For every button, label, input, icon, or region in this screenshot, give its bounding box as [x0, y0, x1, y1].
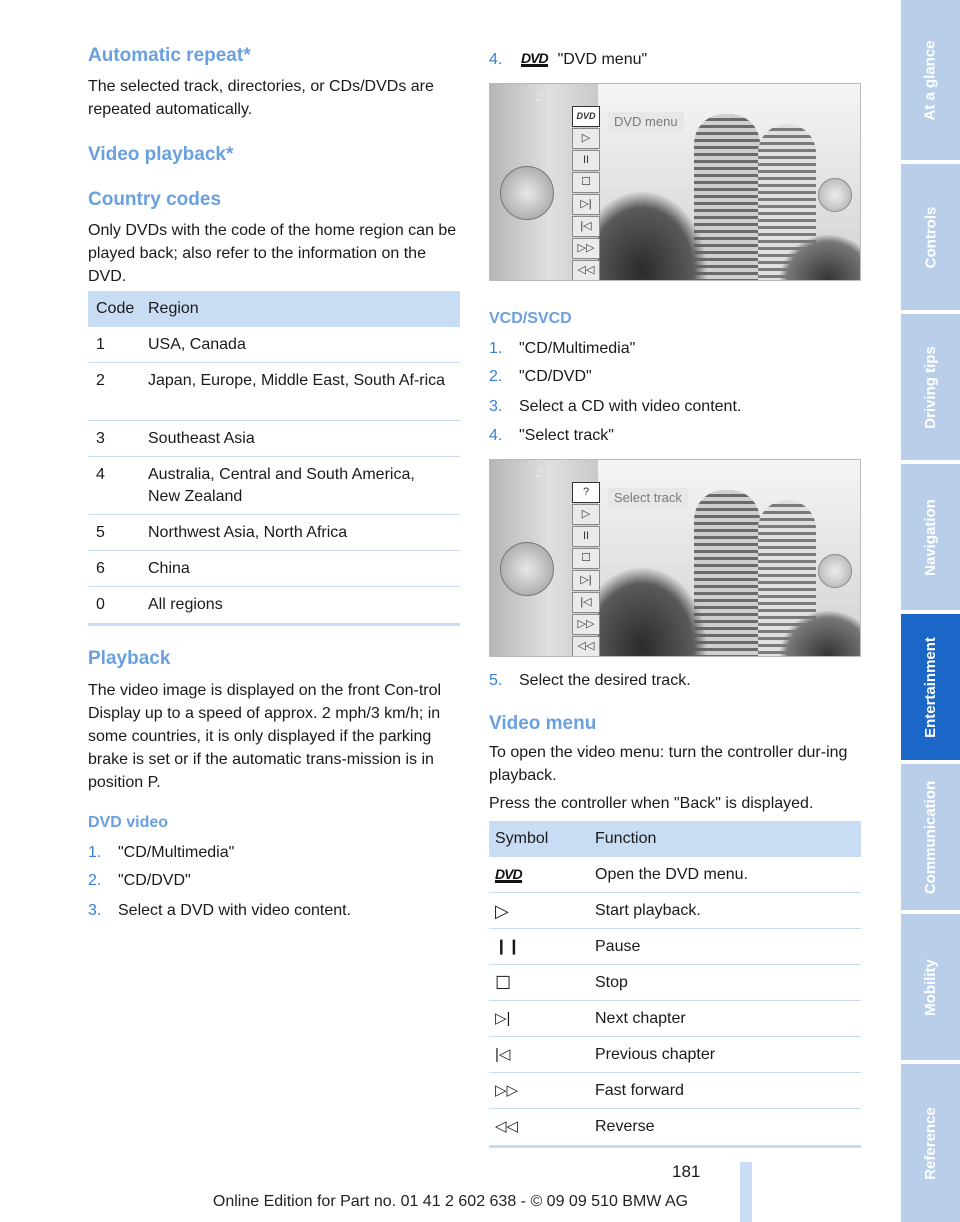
region-code: 3	[96, 430, 105, 447]
symbol-table	[489, 821, 861, 1148]
previous-chapter-icon: |◁	[495, 1046, 511, 1063]
table-row	[489, 1073, 861, 1109]
region-table	[88, 291, 460, 626]
dvd-step	[88, 869, 191, 892]
automatic-repeat-text: The selected track, directories, or CDs/DVDs are repeated automatically.	[88, 78, 434, 118]
vcd-step	[489, 365, 592, 388]
step-text: "CD/DVD"	[519, 368, 592, 385]
header-region: Region	[148, 300, 199, 317]
function-text: Start playback.	[595, 902, 701, 919]
region-code: 5	[96, 524, 105, 541]
video-playback-heading: Video playback*	[88, 144, 234, 165]
media-icon: ♫	[534, 88, 545, 104]
region-name: USA, Canada	[148, 336, 246, 353]
vcd-step	[489, 395, 741, 418]
step-number: 2.	[489, 368, 503, 385]
table-bottom-rule	[88, 623, 460, 626]
step-text: Select a DVD with video content.	[118, 902, 352, 919]
screen-label: DVD menu	[608, 112, 684, 131]
pause-icon: ❙❙	[495, 938, 521, 955]
step-number: 2.	[88, 872, 102, 889]
previous-chapter-button: |◁	[572, 592, 600, 613]
stop-icon: ☐	[495, 973, 512, 993]
table-row	[88, 363, 460, 421]
table-bottom-rule	[489, 1145, 861, 1148]
step-text: Select a CD with video content.	[519, 398, 742, 415]
next-chapter-button: ▷|	[572, 570, 600, 591]
chapter-tabs	[901, 0, 960, 1222]
tab-controls[interactable]: Controls	[901, 164, 960, 310]
table-row	[88, 457, 460, 515]
fast-forward-button: ▷▷	[572, 238, 600, 259]
stop-button: ☐	[572, 548, 600, 569]
table-row	[489, 965, 861, 1001]
function-text: Pause	[595, 938, 641, 955]
tab-driving-tips[interactable]: Driving tips	[901, 314, 960, 460]
function-text: Previous chapter	[595, 1046, 716, 1063]
dvd-menu-step	[489, 48, 647, 71]
table-row	[489, 893, 861, 929]
country-codes-text: Only DVDs with the code of the home region can be played back; also refer to the information on the DVD.	[88, 222, 457, 285]
tree-image	[598, 190, 708, 280]
tab-at-a-glance[interactable]: At a glance	[901, 0, 960, 160]
region-table-header	[88, 291, 460, 327]
function-text: Open the DVD menu.	[595, 866, 748, 883]
region-code: 4	[96, 466, 105, 483]
table-row	[88, 515, 460, 551]
symbol-table-header	[489, 821, 861, 857]
header-function: Function	[595, 830, 657, 847]
step-number: 3.	[88, 902, 102, 919]
automatic-repeat-heading: Automatic repeat*	[88, 45, 251, 66]
page-number-bar	[740, 1162, 752, 1222]
function-text: Next chapter	[595, 1010, 686, 1027]
vcd-step	[489, 337, 635, 360]
dvd-menu-screen-image	[489, 83, 861, 281]
table-row	[88, 327, 460, 363]
playback-text: The video image is displayed on the front Con-trol Display up to a speed of approx. 2 mph/3 km/h; in some countries, it is only displayed if the parking brake is set or if the automatic trans-mission is in position P.	[88, 682, 442, 791]
step-number: 1.	[88, 844, 102, 861]
footer-text: Online Edition for Part no. 01 41 2 602 638 - © 09 09 510 BMW AG	[212, 1193, 689, 1210]
tree-image	[780, 611, 860, 656]
step-number: 4.	[489, 427, 503, 444]
step-number: 4.	[489, 51, 503, 68]
pause-button: II	[572, 150, 600, 171]
region-name: All regions	[148, 596, 223, 613]
step-text: "CD/DVD"	[118, 872, 191, 889]
tab-mobility[interactable]: Mobility	[901, 914, 960, 1060]
function-text: Stop	[595, 974, 628, 991]
reverse-button: ◁◁	[572, 260, 600, 281]
play-button: ▷	[572, 504, 600, 525]
vcd-svcd-heading: VCD/SVCD	[489, 310, 572, 327]
video-menu-heading: Video menu	[489, 713, 597, 734]
region-code: 2	[96, 372, 105, 389]
vcd-step	[489, 424, 614, 447]
step-text: Select the desired track.	[519, 672, 691, 689]
next-chapter-icon: ▷|	[495, 1010, 511, 1027]
table-row	[88, 551, 460, 587]
region-code: 6	[96, 560, 105, 577]
table-row	[489, 1001, 861, 1037]
playback-heading: Playback	[88, 648, 171, 669]
fast-forward-button: ▷▷	[572, 614, 600, 635]
table-row	[88, 587, 460, 623]
table-row	[489, 1109, 861, 1145]
dvd-step	[88, 899, 351, 922]
controller-knob-icon	[818, 178, 852, 212]
step-number: 3.	[489, 398, 503, 415]
tab-navigation[interactable]: Navigation	[901, 464, 960, 610]
region-code: 0	[96, 596, 105, 613]
controller-knob-icon	[500, 542, 554, 596]
table-row	[489, 857, 861, 893]
function-text: Fast forward	[595, 1082, 684, 1099]
tree-image	[598, 566, 708, 656]
tab-entertainment[interactable]: Entertainment	[901, 614, 960, 760]
step-text: "CD/Multimedia"	[519, 340, 636, 357]
step-number: 1.	[489, 340, 503, 357]
dvd-logo-icon: DVD	[521, 50, 548, 66]
video-menu-text: Press the controller when "Back" is displayed.	[489, 795, 814, 812]
next-chapter-button: ▷|	[572, 194, 600, 215]
step-text: "DVD menu"	[557, 51, 648, 68]
dvd-video-heading: DVD video	[88, 814, 169, 831]
step-text: "CD/Multimedia"	[118, 844, 235, 861]
controller-knob-icon	[500, 166, 554, 220]
play-icon: ▷	[495, 901, 509, 921]
select-track-screen-image	[489, 459, 861, 657]
country-codes-heading: Country codes	[88, 189, 222, 210]
previous-chapter-button: |◁	[572, 216, 600, 237]
tree-image	[780, 235, 860, 280]
reverse-button: ◁◁	[572, 636, 600, 657]
region-name: Australia, Central and South America, New Zealand	[148, 466, 415, 505]
dvd-logo-icon: DVD	[495, 866, 522, 882]
dvd-menu-button: DVD	[572, 106, 600, 127]
screen-button-column	[572, 106, 600, 281]
header-code: Code	[96, 300, 135, 317]
tab-reference[interactable]: Reference	[901, 1064, 960, 1222]
table-row	[489, 1037, 861, 1073]
region-code: 1	[96, 336, 105, 353]
page-number: 181	[672, 1162, 701, 1181]
video-menu-text: To open the video menu: turn the controller dur-ing playback.	[489, 744, 848, 784]
tab-communication[interactable]: Communication	[901, 764, 960, 910]
step-text: "Select track"	[519, 427, 614, 444]
table-row	[489, 929, 861, 965]
controller-knob-icon	[818, 554, 852, 588]
screen-button-column	[572, 482, 600, 657]
region-name: Japan, Europe, Middle East, South Af-rica	[148, 372, 446, 389]
table-row	[88, 421, 460, 457]
region-name: Northwest Asia, North Africa	[148, 524, 348, 541]
function-text: Reverse	[595, 1118, 655, 1135]
region-name: China	[148, 560, 190, 577]
play-button: ▷	[572, 128, 600, 149]
fast-forward-icon: ▷▷	[495, 1082, 519, 1099]
step-number: 5.	[489, 672, 503, 689]
header-symbol: Symbol	[495, 830, 549, 847]
pause-button: II	[572, 526, 600, 547]
screen-label: Select track	[608, 488, 688, 507]
media-icon: ♫	[534, 464, 545, 480]
reverse-icon: ◁◁	[495, 1118, 519, 1135]
dvd-step	[88, 841, 234, 864]
stop-button: ☐	[572, 172, 600, 193]
region-name: Southeast Asia	[148, 430, 255, 447]
select-track-button: ?	[572, 482, 600, 503]
select-track-step	[489, 669, 691, 692]
